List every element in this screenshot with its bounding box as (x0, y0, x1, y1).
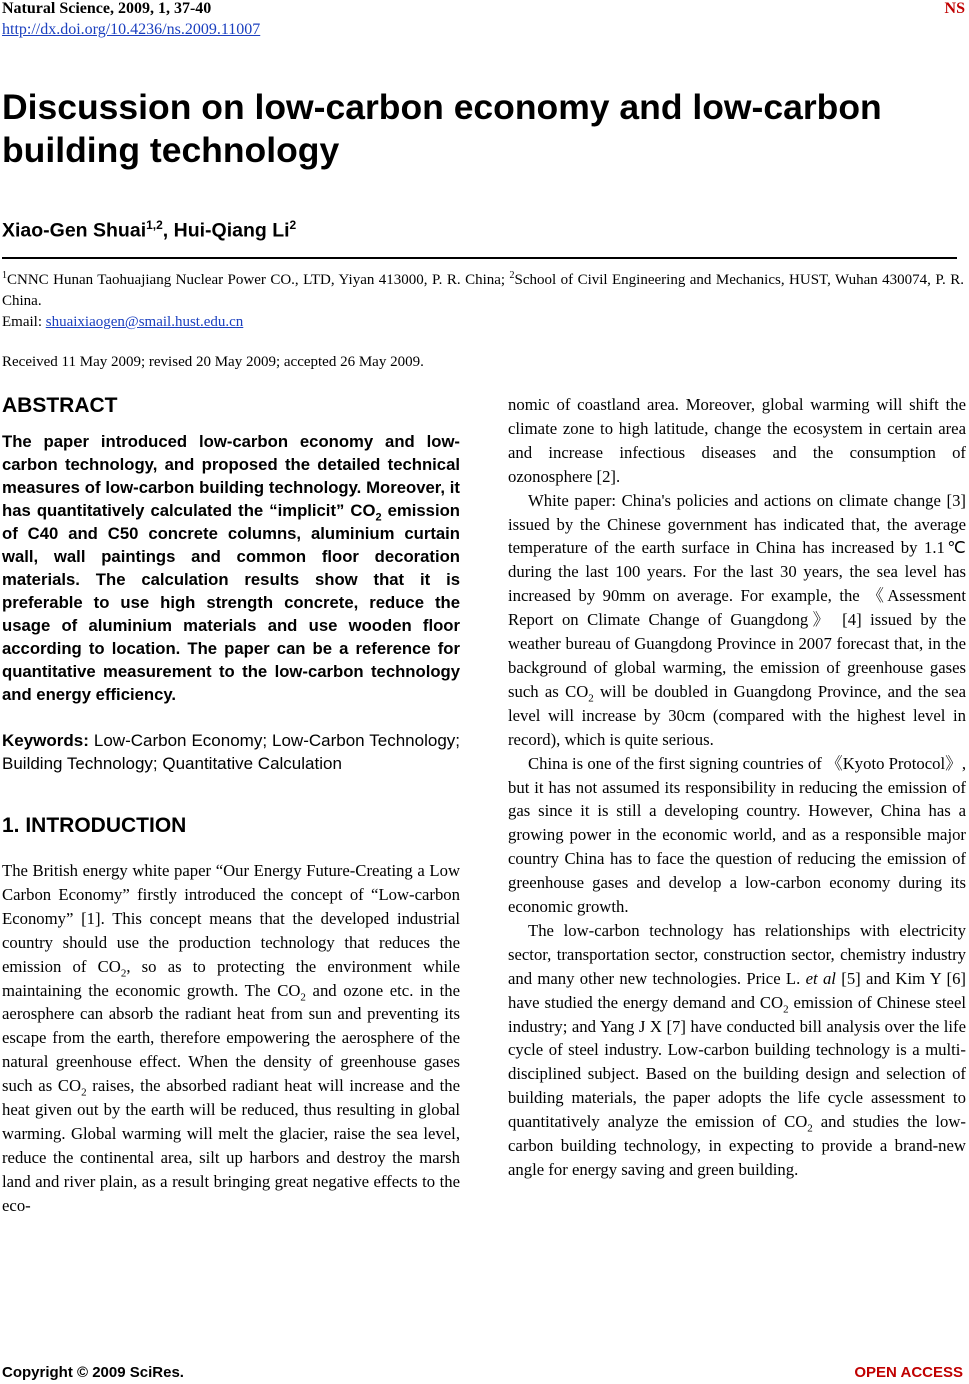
paragraph-text: emission of Chinese steel industry; and Yang J X [7] have conducted bill analysis over the life cycle of steel industry. Low-carbon building technology is a multi-disciplined subject. Based on the building design and selection of building materials, the paper adopts the life cycle assessment to quantitatively analyze the emission of CO (508, 992, 967, 1132)
email-label: Email: (2, 314, 46, 330)
paragraph-text: will be doubled in Guangdong Province, and the sea level will increase by 30cm (compared with the highest level in record), which is quite serious. (508, 681, 966, 749)
italic-text: et al (805, 968, 836, 988)
right-column (508, 393, 966, 1182)
author-list (2, 218, 296, 243)
paragraph-text: and studies the low-carbon building technology, in expecting to provide a brand-new angle for energy saving and green building. (508, 1112, 966, 1179)
paragraph-text: raises, the absorbed radiant heat will increase and the heat given out by the earth will be reduced, thus resulting in global warming. Global warming will melt the glacier, raise the sea level, reduce the continental area, silt up harbors and destroy the marsh land and river plain, as a result bringing great negative effects to the eco- (2, 1076, 460, 1215)
author-name: Hui-Qiang Li (173, 219, 290, 242)
paragraph-text: , so as to protecting the environment while maintaining the economic growth. The CO (2, 956, 460, 1000)
author-separator: , (162, 219, 174, 242)
doi-link[interactable]: http://dx.doi.org/10.4236/ns.2009.11007 (2, 21, 261, 38)
paragraph (508, 489, 966, 752)
journal-citation: Natural Science, 2009, 1, 37-40 (2, 0, 212, 17)
abstract-text (2, 430, 460, 706)
paragraph-text: The low-carbon technology has relationships with electricity sector, transportation sector, construction sector, chemistry industry and many other new technologies. Price L. (508, 920, 966, 988)
subscript: 2 (783, 1002, 789, 1015)
abstract-heading: ABSTRACT (2, 394, 118, 417)
open-access-label: OPEN ACCESS (854, 1364, 963, 1381)
subscript: 2 (807, 1122, 813, 1135)
author-affiliation-mark: 1,2 (146, 218, 163, 232)
affiliation-mark: 2 (509, 270, 515, 281)
received-dates: Received 11 May 2009; revised 20 May 2009; accepted 26 May 2009. (2, 354, 424, 370)
subscript: 2 (120, 966, 127, 979)
subscript: 2 (300, 990, 306, 1003)
affiliations (2, 270, 964, 333)
keywords-label: Keywords: (2, 731, 89, 750)
affiliation-text: CNNC Hunan Taohuajiang Nuclear Power CO., LTD, Yiyan 413000, P. R. China; (7, 272, 510, 288)
paper-title: Discussion on low-carbon economy and low-carbon building technology (2, 87, 882, 170)
subscript: 2 (375, 511, 382, 524)
affiliation-text: School of Civil Engineering and Mechanics, HUST, Wuhan 430074, P. R. China. (2, 272, 964, 309)
author-affiliation-mark: 2 (289, 218, 297, 232)
subscript: 2 (81, 1086, 87, 1099)
paragraph (508, 919, 966, 1182)
email-link[interactable]: shuaixiaogen@smail.hust.edu.cn (45, 314, 244, 330)
author-name: Xiao-Gen Shuai (2, 219, 147, 242)
journal-badge: NS (944, 0, 965, 17)
introduction-heading: 1. INTRODUCTION (2, 814, 187, 837)
abstract-text-part: The paper introduced low-carbon economy and low-carbon technology, and proposed the detailed technical measures of low-carbon building technology. Moreover, it has quantitatively calculated the “implicit” CO (2, 432, 460, 520)
keywords-text: Low-Carbon Economy; Low-Carbon Technology; Building Technology; Quantitative Calculation (2, 731, 460, 773)
title-divider (2, 257, 957, 259)
abstract-text-part: emission of C40 and C50 concrete columns, aluminium curtain wall, wall paintings and common floor decoration materials. The calculation results show that it is preferable to use high strength concrete, reduce the usage of aluminium materials and use wooden floor according to location. The paper can be a reference for quantitative measurement to the low-carbon technology and energy efficiency. (2, 501, 460, 704)
paragraph-text: The British energy white paper “Our Energy Future-Creating a Low Carbon Economy” firstly introduced the concept of “Low-carbon Economy” [1]. This concept means that the developed industrial country should use the production technology that reduces the emission of CO (2, 861, 460, 976)
left-column (2, 392, 460, 1218)
copyright-notice: Copyright © 2009 SciRes. (2, 1364, 184, 1381)
paragraph-text: and ozone etc. in the aerosphere can absorb the radiant heat from sun and preventing its escape from the earth, therefore empowering the aerosphere of the natural greenhouse effect. When the density of greenhouse gases such as CO (2, 980, 460, 1096)
paragraph-text: White paper: China's policies and actions on climate change [3] issued by the Chinese government has indicated that, the average temperature of the earth surface in China has increased by 1.1℃ during the last 100 years. For the last 30 years, the sea level has increased by 90mm on average. For example, the 《Assessment Report on Climate Change of Guangdong》 [4] issued by the weather bureau of Guangdong Province in 2007 forecast that, in the background of global warming, the emission of greenhouse gases such as CO (508, 490, 966, 701)
paragraph-text: [5] and Kim Y [6] have studied the energy demand and CO (508, 968, 966, 1012)
keywords (2, 729, 460, 775)
paragraph: China is one of the first signing countries of 《Kyoto Protocol》, but it has not assumed its responsibility in reducing the emission of gas since it is still a developing country. However, China has a growing power in the economic world, and as a responsible major country China has to face the question of reducing the emission of greenhouse gases and develop a low-carbon economy during its economic growth. (508, 753, 966, 917)
paragraph: nomic of coastland area. Moreover, global warming will shift the climate zone to high latitude, change the ecosystem in certain area and increase infectious diseases and the consumption of ozonosphere [2]. (508, 395, 966, 486)
paragraph (2, 859, 460, 1218)
subscript: 2 (588, 692, 594, 705)
affiliation-mark: 1 (2, 270, 7, 281)
